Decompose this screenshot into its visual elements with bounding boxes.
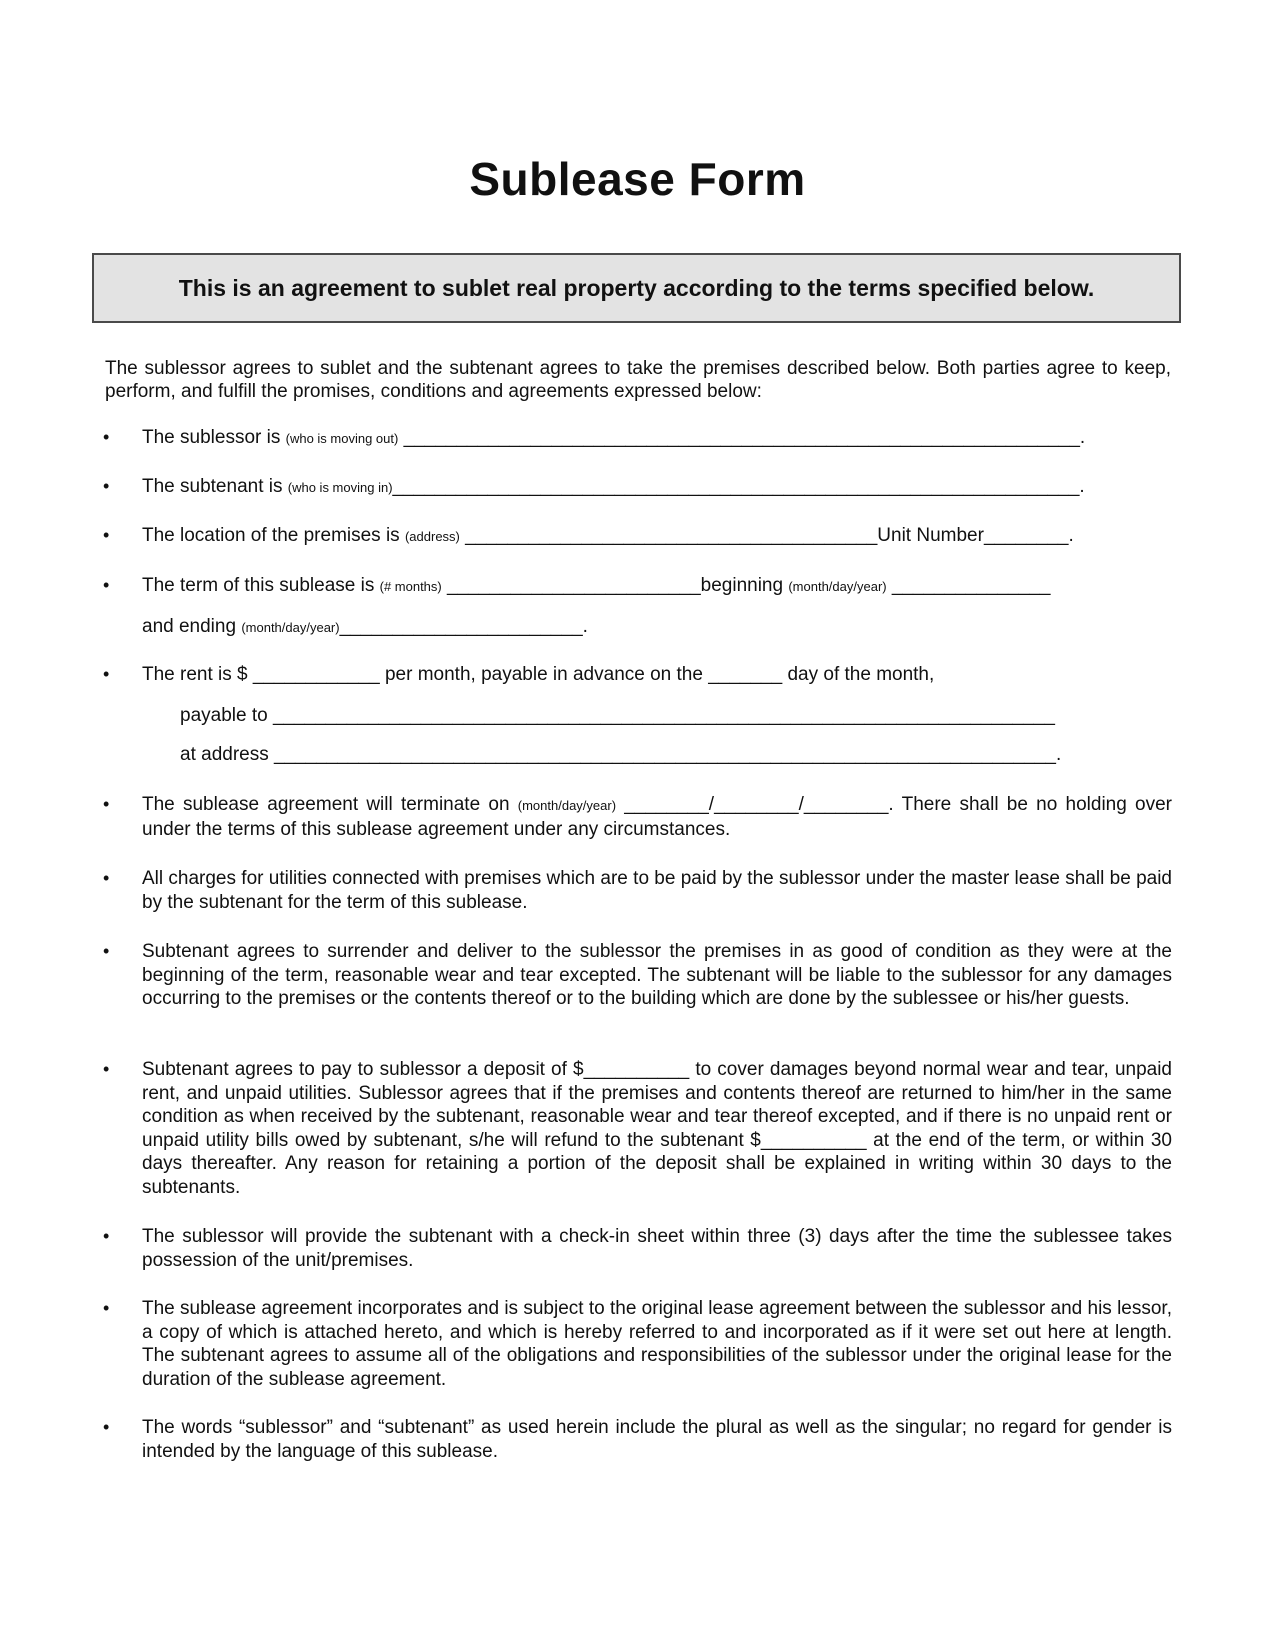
payable-to-blank[interactable]: __________________________________________________________________________ <box>272 705 1055 726</box>
terminate-paragraph <box>142 793 1172 841</box>
terminate-date-and-text[interactable]: ________/________/________. There shall be no holding over under the terms of this sublease agreement under any circumstances. <box>142 794 1172 840</box>
bullet: • <box>103 1417 110 1437</box>
address-blank[interactable]: _______________________________________ <box>459 525 878 546</box>
subtenant-line <box>142 475 1172 499</box>
sublessor-note: (who is moving out) <box>285 431 399 446</box>
sublessor-blank[interactable]: ________________________________________________________________. <box>398 427 1086 448</box>
incorporates-paragraph: The sublease agreement incorporates and is subject to the original lease agreement between the sublessor and his lessor, a copy of which is attached hereto, and which is hereby referred to and incorporated as if it were set out here at length. The subtenant agrees to assume all of the obligations and responsibilities of the sublessor under the original lease for the duration of the sublease agreement. <box>142 1298 1172 1390</box>
subtenant-blank[interactable]: _________________________________________________________________. <box>392 476 1085 497</box>
term-label: The term of this sublease is <box>142 575 380 596</box>
bullet: • <box>103 575 110 595</box>
rent-amount-blank[interactable]: ____________ <box>252 664 380 685</box>
bullet: • <box>103 1059 110 1079</box>
bullet: • <box>103 1298 110 1318</box>
bullet: • <box>103 476 110 496</box>
agreement-banner <box>92 253 1181 323</box>
payable-to-label: payable to <box>180 705 273 726</box>
unit-number-blank[interactable]: ________. <box>983 525 1074 546</box>
rent-line <box>142 663 1172 686</box>
bullet: • <box>103 664 110 684</box>
term-note: (# months) <box>379 579 442 594</box>
banner-text: This is an agreement to sublet real property according to the terms specified below. <box>178 274 1095 301</box>
beginning-note: (month/day/year) <box>788 579 887 594</box>
surrender-paragraph: Subtenant agrees to surrender and deliver to the sublessor the premises in as good of condition as they were at the beginning of the term, reasonable wear and tear excepted. The subtenant will be liable to the sublessor for any damages occurring to the premises or the contents thereof or to the building which are done by the sublessee or his/her guests. <box>142 941 1172 1009</box>
ending-date-blank[interactable]: _______________________. <box>339 616 588 637</box>
at-address-blank[interactable]: __________________________________________________________________________. <box>274 744 1062 765</box>
beginning-date-blank[interactable]: _______________ <box>886 575 1051 596</box>
payable-to-line <box>180 704 1210 727</box>
rent-day-blank[interactable]: _______ <box>708 664 783 685</box>
bullet: • <box>103 525 110 545</box>
term-line <box>142 574 1172 598</box>
sublessor-line <box>142 426 1172 450</box>
sublessor-label: The sublessor is <box>142 427 286 448</box>
intro-paragraph: The sublessor agrees to sublet and the subtenant agrees to take the premises described below. Both parties agree to keep, perform, and fulfill the promises, conditions and agreements expressed below: <box>105 358 1171 402</box>
beginning-label: beginning <box>700 575 789 596</box>
bullet: • <box>103 941 110 961</box>
subtenant-label: The subtenant is <box>142 476 288 497</box>
terminate-note: (month/day/year) <box>517 798 617 813</box>
subtenant-note: (who is moving in) <box>287 480 393 495</box>
bullet: • <box>103 427 110 447</box>
location-label: The location of the premises is <box>142 525 405 546</box>
rent-mid-text: per month, payable in advance on the <box>379 664 709 685</box>
bullet: • <box>103 794 110 814</box>
checkin-paragraph: The sublessor will provide the subtenant with a check-in sheet within three (3) days after the time the sublessee takes possession of the unit/premises. <box>142 1226 1172 1271</box>
term-ending-line <box>142 615 1172 639</box>
terminate-text: The sublease agreement will terminate on <box>142 794 518 815</box>
page-title: Sublease Form <box>469 153 806 205</box>
ending-note: (month/day/year) <box>241 620 340 635</box>
deposit-paragraph: Subtenant agrees to pay to sublessor a deposit of $__________ to cover damages beyond normal wear and tear, unpaid rent, and unpaid utilities. Sublessor agrees that if the premises and contents thereof are returned to him/her in the same condition as when received by the subtenant, reasonable wear and tear thereof excepted, and if there is no unpaid rent or unpaid utility bills owed by subtenant, s/he will refund to the subtenant $__________ at the end of the term, or within 30 days thereafter. Any reason for retaining a portion of the deposit shall be explained in writing within 30 days to the subtenants. <box>142 1059 1172 1198</box>
term-months-blank[interactable]: ________________________ <box>441 575 701 596</box>
utilities-paragraph: All charges for utilities connected with premises which are to be paid by the sublessor under the master lease shall be paid by the subtenant for the term of this sublease. <box>142 868 1172 913</box>
at-address-line <box>180 743 1210 766</box>
ending-label: and ending <box>142 616 242 637</box>
location-line <box>142 524 1172 548</box>
at-address-label: at address <box>180 744 274 765</box>
words-paragraph: The words “sublessor” and “subtenant” as used herein include the plural as well as the singular; no regard for gender is intended by the language of this sublease. <box>142 1417 1172 1462</box>
rent-label: The rent is $ <box>142 664 253 685</box>
unit-number-label: Unit Number <box>877 525 984 546</box>
rent-end-text: day of the month, <box>782 664 935 685</box>
bullet: • <box>103 868 110 888</box>
bullet: • <box>103 1226 110 1246</box>
location-note: (address) <box>404 529 460 544</box>
